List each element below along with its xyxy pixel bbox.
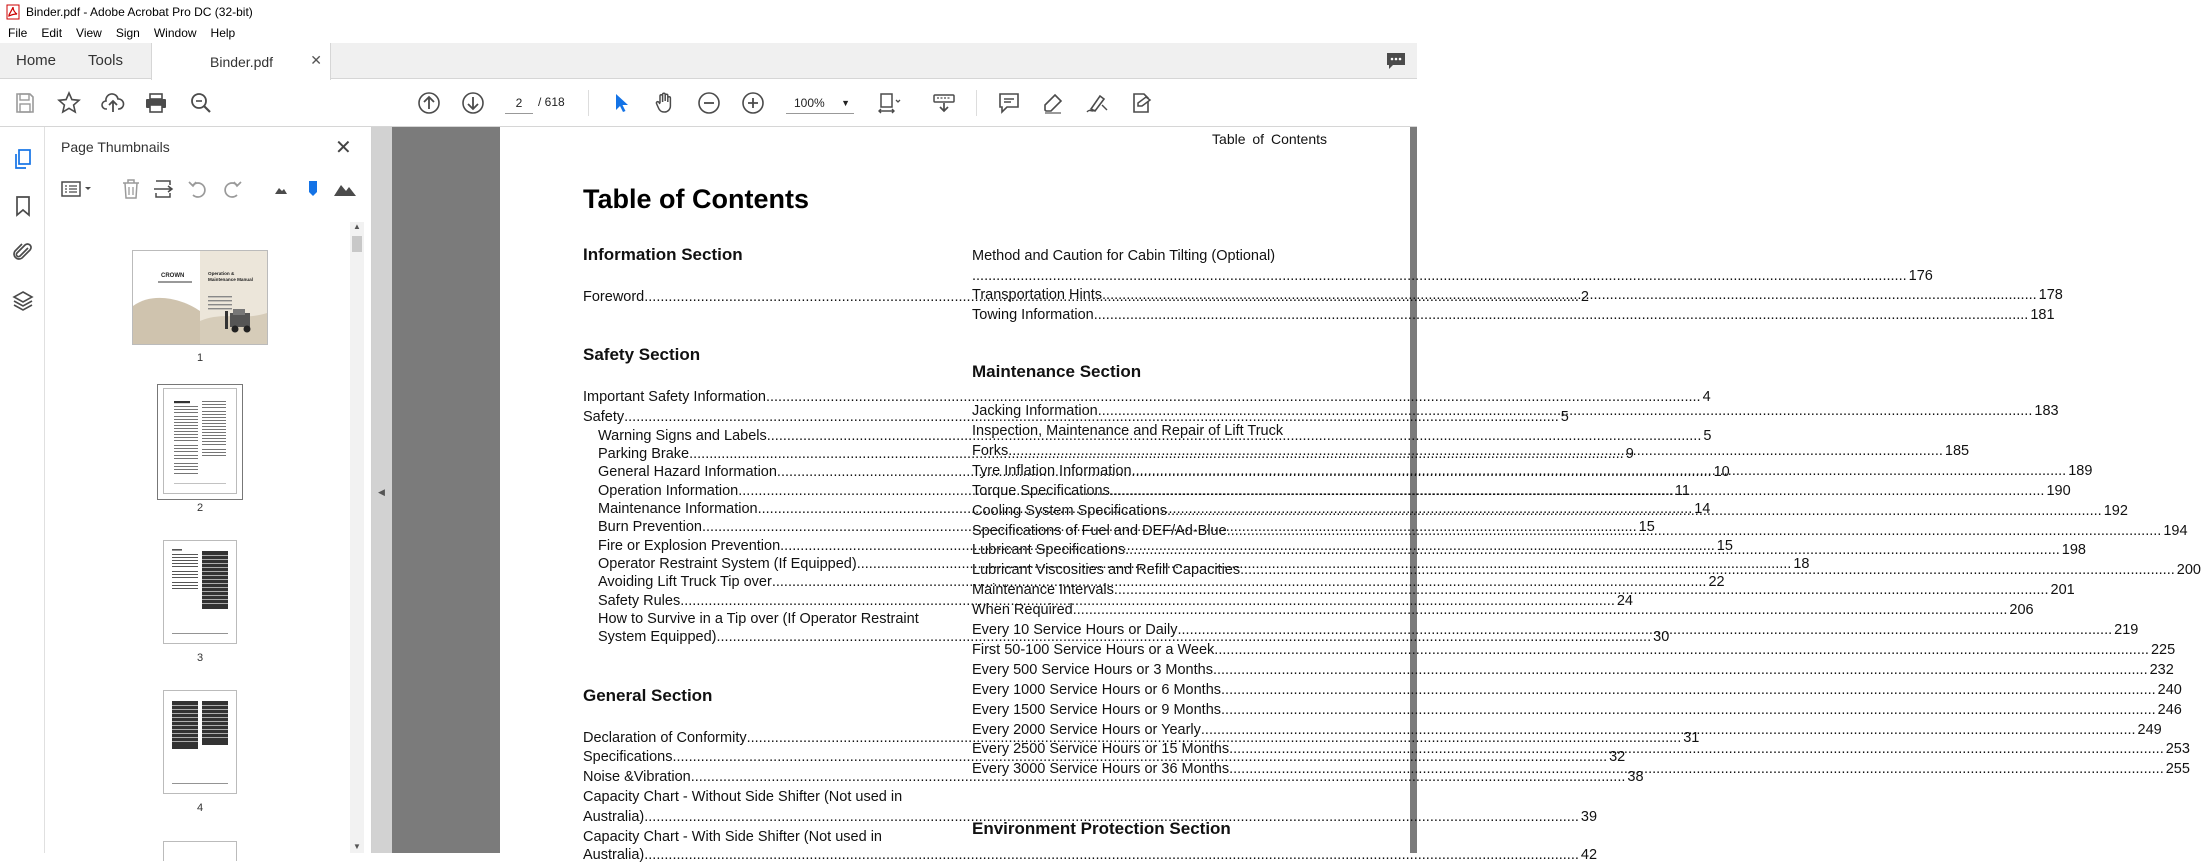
toc-entry-title[interactable]: Inspection, Maintenance and Repair of Lift Truck	[972, 422, 1284, 439]
toc-page-number: 240	[2157, 681, 2182, 698]
zoom-value: 100%	[794, 96, 825, 110]
toc-entry-title: Transportation Hints	[972, 287, 1103, 303]
fit-page-icon[interactable]	[876, 90, 902, 116]
toc-page-number: 31	[1683, 730, 1700, 746]
toc-page-number: 176	[1908, 268, 1933, 284]
toc-page-number: 198	[2061, 542, 2086, 559]
toc-page-number: 14	[1694, 501, 1711, 517]
toolbar-divider	[976, 90, 977, 116]
toc-entry-title: Jacking Information	[972, 403, 1098, 419]
page-thumbnail-4[interactable]	[163, 690, 237, 794]
toc-entry-title: First 50-100 Service Hours or a Week	[972, 641, 1215, 658]
acrobat-icon	[6, 5, 20, 19]
thumbnail-label-2: 2	[196, 502, 204, 514]
toc-page-number: 4	[1702, 389, 1711, 405]
layers-icon[interactable]	[11, 289, 35, 313]
attachment-icon[interactable]	[11, 240, 35, 264]
toc-entry[interactable]	[583, 846, 1598, 864]
toc-page-number: 190	[2046, 482, 2071, 499]
toc-entry-title: General Hazard Information	[598, 464, 777, 480]
toolbar-divider	[588, 90, 589, 116]
toc-page-number: 255	[2165, 761, 2190, 778]
toc-leader	[1213, 661, 2148, 679]
toc-entry-title: Operator Restraint System (If Equipped)	[598, 556, 857, 572]
toc-page-number: 232	[2149, 661, 2174, 678]
menu-bar	[0, 23, 1417, 43]
toc-leader	[1227, 522, 2162, 540]
toc-entry-title: Every 3000 Service Hours or 36 Months	[972, 761, 1230, 778]
toc-page-number: 9	[1625, 446, 1634, 462]
toc-leader	[1221, 701, 2156, 719]
close-panel-icon[interactable]: ✕	[335, 137, 352, 159]
page-total: / 618	[538, 95, 565, 109]
toc-entry-title: Every 1500 Service Hours or 9 Months	[972, 701, 1222, 718]
toc-entry[interactable]	[972, 701, 2182, 719]
toc-page-number: 192	[2103, 502, 2128, 519]
thumbnail-scrollbar[interactable]	[350, 222, 364, 853]
toc-entry-title: Avoiding Lift Truck Tip over	[598, 574, 772, 590]
toc-page-number: 15	[1638, 519, 1655, 535]
toc-entry-title: Maintenance Intervals	[972, 582, 1114, 599]
main-toolbar	[0, 80, 1417, 127]
toc-entry[interactable]	[972, 286, 2063, 304]
section-heading: Environment Protection Section	[972, 819, 1231, 838]
toc-entry[interactable]	[972, 402, 2059, 420]
previous-page-icon[interactable]	[416, 90, 442, 116]
toc-page-number: 2	[1580, 289, 1589, 305]
star-icon[interactable]	[56, 90, 82, 116]
panel-collapse-handle[interactable]	[372, 127, 392, 853]
toc-page-number: 5	[1560, 409, 1569, 425]
page-thumbnails-panel	[45, 127, 372, 853]
menu-window[interactable]: Window	[153, 26, 197, 40]
toc-page-number: 24	[1616, 593, 1633, 609]
toc-page-number: 206	[2009, 602, 2034, 619]
page-title: Table of Contents	[583, 184, 809, 214]
edit-share-icon[interactable]	[1128, 90, 1154, 116]
close-tab-icon[interactable]: ✕	[310, 52, 322, 68]
toc-entry-title: Lubricant Specifications	[972, 542, 1126, 559]
toc-leader	[1008, 442, 1943, 460]
toc-page-number: 200	[2176, 562, 2201, 579]
menu-view[interactable]: View	[76, 26, 102, 40]
toc-entry[interactable]	[972, 267, 1933, 285]
toc-entry[interactable]	[972, 681, 2182, 699]
toc-page-number: 178	[2038, 287, 2063, 303]
toc-page-number: 10	[1713, 464, 1730, 480]
toc-entry[interactable]	[972, 442, 1970, 460]
toc-entry-title: Every 10 Service Hours or Daily	[972, 622, 1178, 638]
tab-bar	[0, 43, 1417, 79]
toc-page-number: 18	[1793, 556, 1810, 572]
toc-entry-title: Forks	[972, 442, 1009, 459]
toc-leader	[1229, 740, 2164, 758]
bookmark-icon[interactable]	[11, 194, 35, 218]
toc-page-number: 246	[2157, 701, 2182, 718]
rotate-right-icon[interactable]	[220, 177, 244, 201]
toc-leader	[1132, 462, 2067, 480]
toc-entry[interactable]	[598, 592, 1633, 610]
document-canvas[interactable]	[392, 127, 2201, 863]
toc-page-number: 39	[1580, 809, 1598, 825]
toc-leader	[1229, 760, 2164, 778]
running-header: Table of Contents	[1212, 131, 1327, 147]
select-cursor-icon[interactable]	[608, 90, 634, 116]
scroll-up-icon[interactable]: ▲	[353, 222, 361, 231]
toc-leader	[972, 267, 1907, 285]
toc-leader	[1098, 402, 2033, 420]
toc-entry-title[interactable]: Capacity Chart - Without Side Shifter (Not used in	[583, 789, 903, 805]
title-bar	[0, 0, 1417, 23]
toc-entry[interactable]	[972, 641, 2176, 659]
toc-page-number: 30	[1653, 629, 1670, 645]
pdf-page	[500, 127, 2201, 863]
toc-entry-title: Fire or Explosion Prevention	[598, 538, 781, 554]
toc-entry[interactable]	[972, 661, 2174, 679]
page-thumbnail-5[interactable]	[163, 841, 237, 861]
toc-entry-title: Towing Information	[972, 307, 1094, 323]
zoom-select[interactable]	[786, 92, 854, 114]
toc-entry-title[interactable]: Capacity Chart - With Side Shifter (Not used in	[583, 829, 882, 845]
toc-entry-title: Specifications	[583, 749, 673, 765]
thumbnail-label-1: 1	[196, 352, 204, 364]
scroll-down-icon[interactable]: ▼	[353, 842, 361, 851]
thumbnail-label-3: 3	[196, 652, 204, 664]
toc-page-number: 42	[1580, 847, 1598, 863]
panel-title: Page Thumbnails	[61, 139, 170, 155]
toc-entry-title[interactable]: Method and Caution for Cabin Tilting (Optional)	[972, 248, 1276, 264]
toc-leader	[1178, 621, 2113, 639]
comment-bubble-icon[interactable]	[1385, 51, 1407, 71]
toc-leader	[1240, 561, 2175, 579]
toc-leader	[1221, 681, 2156, 699]
save-icon[interactable]	[12, 90, 38, 116]
toc-entry-title: When Required	[972, 602, 1073, 619]
toc-entry-title: Lubricant Viscosities and Refill Capacities	[972, 562, 1241, 579]
toc-entry-title: Every 1000 Service Hours or 6 Months	[972, 681, 1222, 698]
toc-page-number: 11	[1674, 483, 1690, 499]
toc-entry-title: Australia)	[583, 847, 645, 863]
toc-entry-title: Important Safety Information	[583, 389, 766, 405]
toc-entry-title: Noise &Vibration	[583, 769, 691, 785]
menu-help[interactable]: Help	[210, 26, 236, 40]
thumbnail-toolbar	[45, 175, 365, 203]
toc-entry-title: Warning Signs and Labels	[598, 428, 767, 444]
toc-entry-title: Safety Rules	[598, 593, 681, 609]
enlarge-thumbnail-icon[interactable]	[333, 177, 357, 201]
toc-entry-title: Every 2500 Service Hours or 15 Months	[972, 741, 1230, 758]
page-thumbnail-2[interactable]	[163, 388, 237, 494]
zoom-search-icon[interactable]	[188, 90, 214, 116]
section-heading: Maintenance Section	[972, 362, 1142, 381]
left-navigation-rail	[0, 127, 45, 853]
toc-leader	[1102, 286, 2037, 304]
print-icon[interactable]	[143, 90, 169, 116]
toc-leader	[1214, 641, 2149, 659]
thumbnail-label-4: 4	[196, 802, 204, 814]
menu-sign[interactable]: Sign	[115, 26, 140, 40]
toc-entry-title: Cooling System Specifications	[972, 502, 1168, 519]
toc-entry-title: Safety	[583, 409, 625, 425]
insert-page-icon[interactable]	[152, 177, 176, 201]
toc-page-number: 38	[1627, 769, 1644, 785]
toc-page-number: 181	[2030, 307, 2055, 323]
menu-file[interactable]: File	[8, 26, 28, 40]
page-number-input[interactable]: 2	[505, 92, 533, 114]
scrollbar-thumb[interactable]	[352, 236, 362, 252]
next-page-icon[interactable]	[460, 90, 486, 116]
toc-leader	[1167, 502, 2102, 520]
toc-leader	[1110, 482, 2045, 500]
keyboard-scroll-icon[interactable]	[931, 90, 957, 116]
tab-document-label: Binder.pdf	[210, 54, 274, 70]
page-thumbnails-icon[interactable]	[11, 147, 35, 171]
toc-leader	[644, 846, 1579, 864]
toc-page-number: 201	[2050, 582, 2075, 599]
toc-entry-title: Australia)	[583, 809, 645, 825]
toc-leader	[1094, 306, 2029, 324]
delete-icon[interactable]	[119, 177, 143, 201]
sign-pen-icon[interactable]	[1084, 90, 1110, 116]
toc-page-number: 185	[1944, 442, 1970, 459]
bookmark-marker-icon[interactable]	[301, 177, 325, 201]
toc-leader	[1201, 721, 2136, 739]
tab-tools[interactable]: Tools	[88, 52, 124, 69]
toc-entry[interactable]	[583, 808, 1598, 826]
rotate-left-icon[interactable]	[186, 177, 210, 201]
cloud-upload-icon[interactable]	[100, 90, 126, 116]
tab-home[interactable]: Home	[16, 52, 57, 69]
toc-entry-title[interactable]: How to Survive in a Tip over (If Operator Restraint	[598, 611, 919, 627]
toc-leader	[1125, 541, 2060, 559]
toc-entry-title: Operation Information	[598, 483, 739, 499]
tab-document[interactable]	[151, 43, 331, 80]
toc-entry-title: System Equipped)	[598, 629, 717, 645]
toc-entry-title: Burn Prevention	[598, 519, 702, 535]
reduce-thumbnail-icon[interactable]	[269, 177, 293, 201]
toc-page-number: 219	[2114, 622, 2139, 638]
menu-edit[interactable]: Edit	[41, 26, 63, 40]
zoom-in-icon[interactable]	[740, 90, 766, 116]
svg-text:CROWN: CROWN	[161, 273, 185, 279]
toc-page-number: 194	[2163, 522, 2188, 539]
hand-tool-icon[interactable]	[652, 90, 678, 116]
toc-page-number: 5	[1703, 428, 1712, 444]
toc-entry-title: Parking Brake	[598, 446, 690, 462]
toc-page-number: 15	[1716, 538, 1733, 554]
svg-text:Operation &: Operation &	[208, 271, 235, 276]
section-heading: Safety Section	[583, 345, 701, 364]
collapse-arrow-icon[interactable]: ◀	[378, 487, 385, 497]
window-title: Binder.pdf - Adobe Acrobat Pro DC (32-bit)	[26, 4, 253, 19]
toc-page-number: 253	[2165, 741, 2190, 758]
svg-text:Maintenance Manual: Maintenance Manual	[208, 277, 253, 282]
page-thumbnail-1[interactable]	[132, 250, 268, 345]
toc-entry-title: Every 500 Service Hours or 3 Months	[972, 661, 1213, 678]
comment-icon[interactable]	[996, 90, 1022, 116]
chevron-down-icon: ▼	[841, 98, 850, 108]
page-thumbnail-3[interactable]	[163, 540, 237, 644]
toc-entry-title: Tyre Inflation Information	[972, 462, 1132, 479]
zoom-out-icon[interactable]	[696, 90, 722, 116]
toc-entry[interactable]	[583, 388, 1711, 406]
toc-entry-title: Maintenance Information	[598, 501, 758, 517]
toc-entry-title: Declaration of Conformity	[583, 730, 747, 746]
toc-page-number: 249	[2137, 721, 2162, 738]
toc-entry-title: Foreword	[583, 289, 645, 305]
thumbnail-options-icon[interactable]	[60, 177, 94, 201]
toc-page-number: 22	[1708, 574, 1725, 590]
toc-page-number: 189	[2068, 462, 2093, 479]
section-heading: Information Section	[583, 245, 743, 264]
toc-page-number: 225	[2150, 641, 2176, 658]
toc-entry-title: Torque Specifications	[972, 482, 1110, 499]
toc-leader	[1073, 601, 2008, 619]
toc-entry[interactable]	[972, 306, 2055, 324]
toc-leader	[1114, 581, 2049, 599]
toc-entry-title: Every 2000 Service Hours or Yearly	[972, 721, 1201, 738]
section-heading: General Section	[583, 686, 713, 705]
highlight-pen-icon[interactable]	[1040, 90, 1066, 116]
toc-page-number: 183	[2034, 403, 2059, 419]
toc-entry-title: Specifications of Fuel and DEF/Ad-Blue	[972, 522, 1227, 539]
toc-page-number: 32	[1609, 749, 1626, 765]
